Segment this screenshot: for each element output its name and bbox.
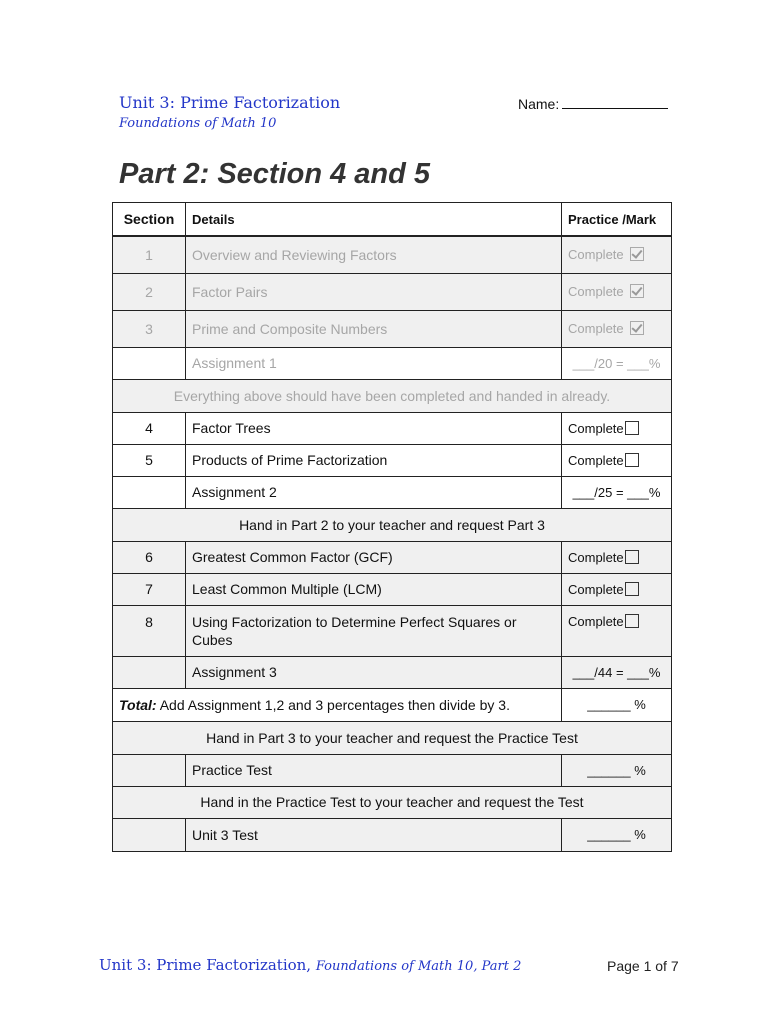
table-row [113, 605, 672, 656]
header-mark: Practice /Mark [562, 203, 672, 237]
section-details: Assignment 3 [186, 656, 562, 688]
header-section: Section [113, 203, 186, 237]
section-details: Overview and Reviewing Factors [186, 236, 562, 273]
table-row [113, 444, 672, 476]
complete-label: Complete [568, 549, 624, 565]
course-subtitle: Foundations of Math 10 [119, 116, 277, 131]
part-title: Part 2: Section 4 and 5 [119, 158, 431, 190]
name-field [518, 96, 668, 112]
section-details: Factor Trees [186, 412, 562, 444]
section-details: Prime and Composite Numbers [186, 310, 562, 347]
complete-label: Complete [568, 284, 624, 299]
complete-label: Complete [568, 321, 624, 336]
section-number [113, 818, 186, 851]
mark-cell [562, 605, 672, 656]
table-header-row [113, 203, 672, 237]
note-text: Everything above should have been completed and handed in already. [113, 379, 672, 412]
note-text: Hand in the Practice Test to your teacher and request the Test [113, 786, 672, 818]
section-table [112, 202, 672, 852]
total-mark: ______ % [562, 688, 672, 721]
mark-cell: ___/25 = ___% [562, 476, 672, 508]
table-row [113, 476, 672, 508]
complete-label: Complete [568, 420, 624, 436]
mark-cell: ______ % [562, 818, 672, 851]
note-row [113, 379, 672, 412]
table-row [113, 818, 672, 851]
complete-label: Complete [568, 581, 624, 597]
section-details: Least Common Multiple (LCM) [186, 573, 562, 605]
section-number: 4 [113, 412, 186, 444]
checked-box-icon[interactable] [630, 247, 644, 261]
mark-cell [562, 541, 672, 573]
checkbox-icon[interactable] [625, 614, 639, 628]
table-row [113, 273, 672, 310]
section-details: Using Factorization to Determine Perfect Squares or Cubes [186, 605, 562, 656]
section-number: 3 [113, 310, 186, 347]
checked-box-icon[interactable] [630, 284, 644, 298]
section-number [113, 347, 186, 379]
note-row [113, 508, 672, 541]
name-label: Name: [518, 96, 560, 112]
section-number: 1 [113, 236, 186, 273]
section-number: 7 [113, 573, 186, 605]
footer-unit [99, 956, 521, 974]
page-number: Page 1 of 7 [607, 958, 679, 974]
section-number [113, 476, 186, 508]
mark-cell [562, 573, 672, 605]
section-details: Factor Pairs [186, 273, 562, 310]
checkbox-icon[interactable] [625, 550, 639, 564]
total-label: Total: [119, 696, 157, 713]
total-text [113, 688, 562, 721]
total-instruction: Add Assignment 1,2 and 3 percentages then divide by 3. [159, 696, 510, 713]
checked-box-icon[interactable] [630, 321, 644, 335]
footer-unit-title: Unit 3: Prime Factorization, [99, 956, 312, 974]
note-row [113, 721, 672, 754]
section-details: Practice Test [186, 754, 562, 786]
table-row [113, 236, 672, 273]
checkbox-icon[interactable] [625, 453, 639, 467]
mark-cell: ___/44 = ___% [562, 656, 672, 688]
mark-cell [562, 412, 672, 444]
mark-cell: ___/20 = ___% [562, 347, 672, 379]
note-text: Hand in Part 3 to your teacher and request the Practice Test [113, 721, 672, 754]
section-details: Assignment 2 [186, 476, 562, 508]
section-number: 2 [113, 273, 186, 310]
table-row [113, 412, 672, 444]
section-number [113, 754, 186, 786]
complete-label: Complete [568, 247, 624, 263]
table-row [113, 310, 672, 347]
note-row [113, 786, 672, 818]
checkbox-icon[interactable] [625, 421, 639, 435]
mark-cell [562, 310, 672, 347]
mark-cell [562, 273, 672, 310]
section-details: Unit 3 Test [186, 818, 562, 851]
mark-cell: ______ % [562, 754, 672, 786]
unit-title: Unit 3: Prime Factorization [119, 93, 341, 112]
mark-cell [562, 236, 672, 273]
table-row [113, 656, 672, 688]
section-number [113, 656, 186, 688]
note-text: Hand in Part 2 to your teacher and request Part 3 [113, 508, 672, 541]
section-number: 6 [113, 541, 186, 573]
table-row [113, 754, 672, 786]
section-details: Greatest Common Factor (GCF) [186, 541, 562, 573]
header-details: Details [186, 203, 562, 237]
name-blank-line [562, 96, 668, 109]
complete-label: Complete [568, 613, 624, 629]
total-row [113, 688, 672, 721]
section-number: 5 [113, 444, 186, 476]
table-row [113, 541, 672, 573]
footer-course-part: Foundations of Math 10, Part 2 [315, 959, 522, 974]
section-details: Products of Prime Factorization [186, 444, 562, 476]
mark-cell [562, 444, 672, 476]
table-row [113, 347, 672, 379]
section-details: Assignment 1 [186, 347, 562, 379]
checkbox-icon[interactable] [625, 582, 639, 596]
complete-label: Complete [568, 452, 624, 468]
table-row [113, 573, 672, 605]
section-number: 8 [113, 605, 186, 656]
